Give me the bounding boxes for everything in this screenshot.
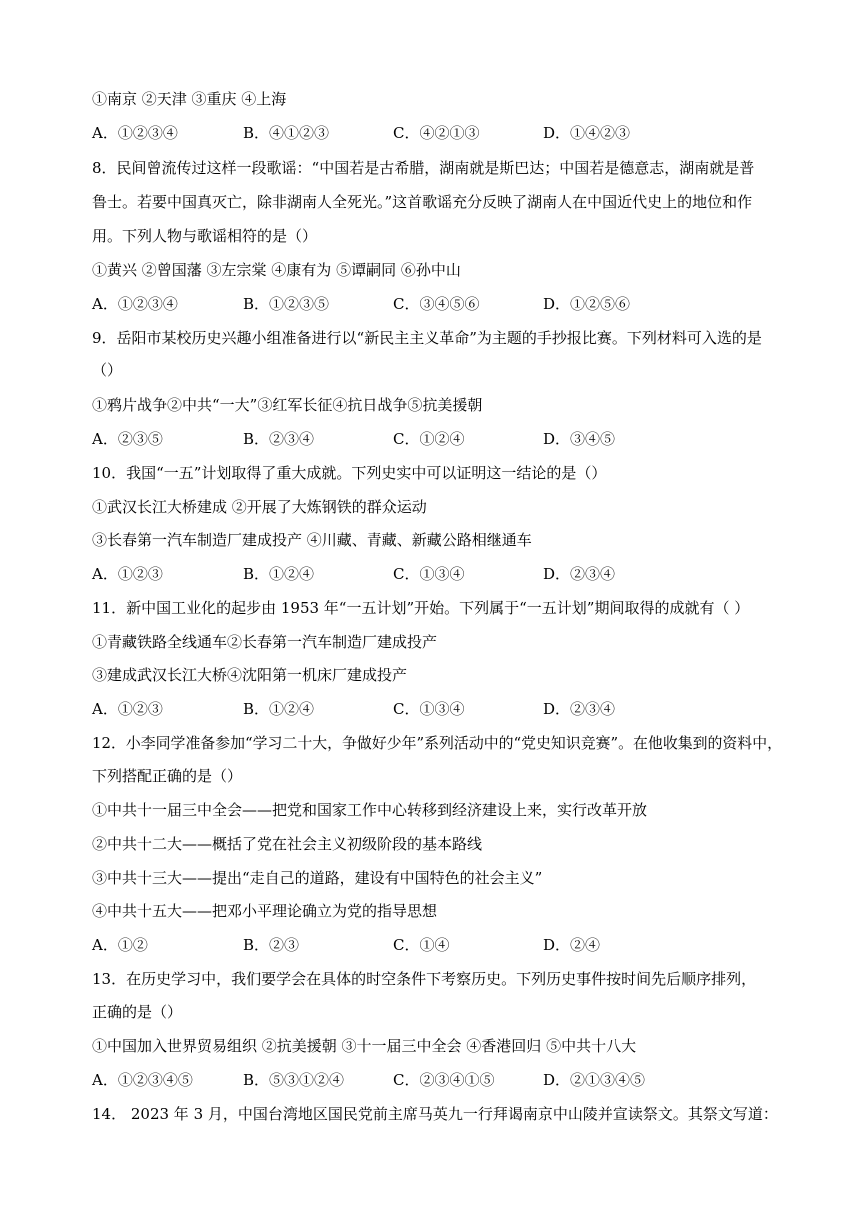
q11-choices-line-1: ①青藏铁路全线通车②长春第一汽车制造厂建成投产 xyxy=(92,633,438,651)
option-a: A．①②③ xyxy=(92,700,163,718)
option-b: B．⑤③①②④ xyxy=(243,1071,345,1089)
q10-choices-line-2: ③长春第一汽车制造厂建成投产 ④川藏、青藏、新藏公路相继通车 xyxy=(92,531,532,549)
q13-stem-line-1: 13．在历史学习中，我们要学会在具体的时空条件下考察历史。下列历史事件按时间先后顺序排列， xyxy=(92,970,757,988)
q14-stem-line-1: 14． 2023 年 3 月，中国台湾地区国民党前主席马英九一行拜谒南京中山陵并宣读祭文。其祭文写道： xyxy=(92,1105,778,1123)
option-a: A．②③⑤ xyxy=(92,430,163,448)
option-b: B．②③ xyxy=(243,936,300,954)
option-a: A．①②③④⑤ xyxy=(92,1071,193,1089)
q9-stem-line-2: （） xyxy=(92,361,123,379)
option-d: D．①④②③ xyxy=(543,124,631,142)
option-c: C．④②①③ xyxy=(393,124,480,142)
q12-stem-line-2: 下列搭配正确的是（） xyxy=(92,767,243,785)
q10-stem: 10．我国“一五”计划取得了重大成就。下列史实中可以证明这一结论的是（） xyxy=(92,464,607,482)
q13-choices-list: ①中国加入世界贸易组织 ②抗美援朝 ③十一届三中全会 ④香港回归 ⑤中共十八大 xyxy=(92,1037,637,1055)
option-d: D．②③④ xyxy=(543,565,616,583)
option-c: C．①③④ xyxy=(393,700,465,718)
option-d: D．②①③④⑤ xyxy=(543,1071,646,1089)
option-c: C．①④ xyxy=(393,936,450,954)
option-a: A．①②③④ xyxy=(92,124,178,142)
option-c: C．①②④ xyxy=(393,430,465,448)
q12-item-1: ①中共十一届三中全会——把党和国家工作中心转移到经济建设上来，实行改革开放 xyxy=(92,801,648,819)
q13-stem-line-2: 正确的是（） xyxy=(92,1003,183,1021)
option-d: D．③④⑤ xyxy=(543,430,616,448)
q10-choices-line-1: ①武汉长江大桥建成 ②开展了大炼钢铁的群众运动 xyxy=(92,498,427,516)
option-a: A．①②③ xyxy=(92,565,163,583)
option-b: B．①②④ xyxy=(243,700,315,718)
q9-stem-line-1: 9．岳阳市某校历史兴趣小组准备进行以“新民主主义革命”为主题的手抄报比赛。下列材料可入选的是 xyxy=(92,329,762,347)
option-b: B．①②③⑤ xyxy=(243,295,330,313)
option-b: B．④①②③ xyxy=(243,124,330,142)
q12-item-2: ②中共十二大——概括了党在社会主义初级阶段的基本路线 xyxy=(92,835,483,853)
q8-stem-line-3: 用。下列人物与歌谣相符的是（） xyxy=(92,227,318,245)
option-d: D．①②⑤⑥ xyxy=(543,295,631,313)
q11-choices-line-2: ③建成武汉长江大桥④沈阳第一机床厂建成投产 xyxy=(92,666,408,684)
option-c: C．①③④ xyxy=(393,565,465,583)
q9-choices-list: ①鸦片战争②中共“一大”③红军长征④抗日战争⑤抗美援朝 xyxy=(92,396,483,414)
option-b: B．①②④ xyxy=(243,565,315,583)
option-c: C．②③④①⑤ xyxy=(393,1071,495,1089)
option-a: A．①②③④ xyxy=(92,295,178,313)
q11-stem: 11．新中国工业化的起步由 1953 年“一五计划”开始。下列属于“一五计划”期间取得的成就有（ ） xyxy=(92,599,750,617)
q8-stem-line-1: 8．民间曾流传过这样一段歌谣：“中国若是古希腊，湖南就是斯巴达；中国若是德意志，湖南就是普 xyxy=(92,159,755,177)
q12-item-3: ③中共十三大——提出“走自己的道路，建设有中国特色的社会主义” xyxy=(92,869,543,887)
q12-stem-line-1: 12．小李同学准备参加“学习二十大，争做好少年”系列活动中的“党史知识竞赛”。在他收集到的资料中， xyxy=(92,734,782,752)
option-a: A．①② xyxy=(92,936,148,954)
q12-item-4: ④中共十五大——把邓小平理论确立为党的指导思想 xyxy=(92,902,438,920)
option-b: B．②③④ xyxy=(243,430,315,448)
option-c: C．③④⑤⑥ xyxy=(393,295,480,313)
option-d: D．②③④ xyxy=(543,700,616,718)
q8-choices-list: ①黄兴 ②曾国藩 ③左宗棠 ④康有为 ⑤谭嗣同 ⑥孙中山 xyxy=(92,261,461,279)
option-d: D．②④ xyxy=(543,936,601,954)
q7-choices-list: ①南京 ②天津 ③重庆 ④上海 xyxy=(92,90,287,108)
q8-stem-line-2: 鲁士。若要中国真灭亡，除非湖南人全死光。”这首歌谣充分反映了湖南人在中国近代史上的地位和作 xyxy=(92,193,753,211)
